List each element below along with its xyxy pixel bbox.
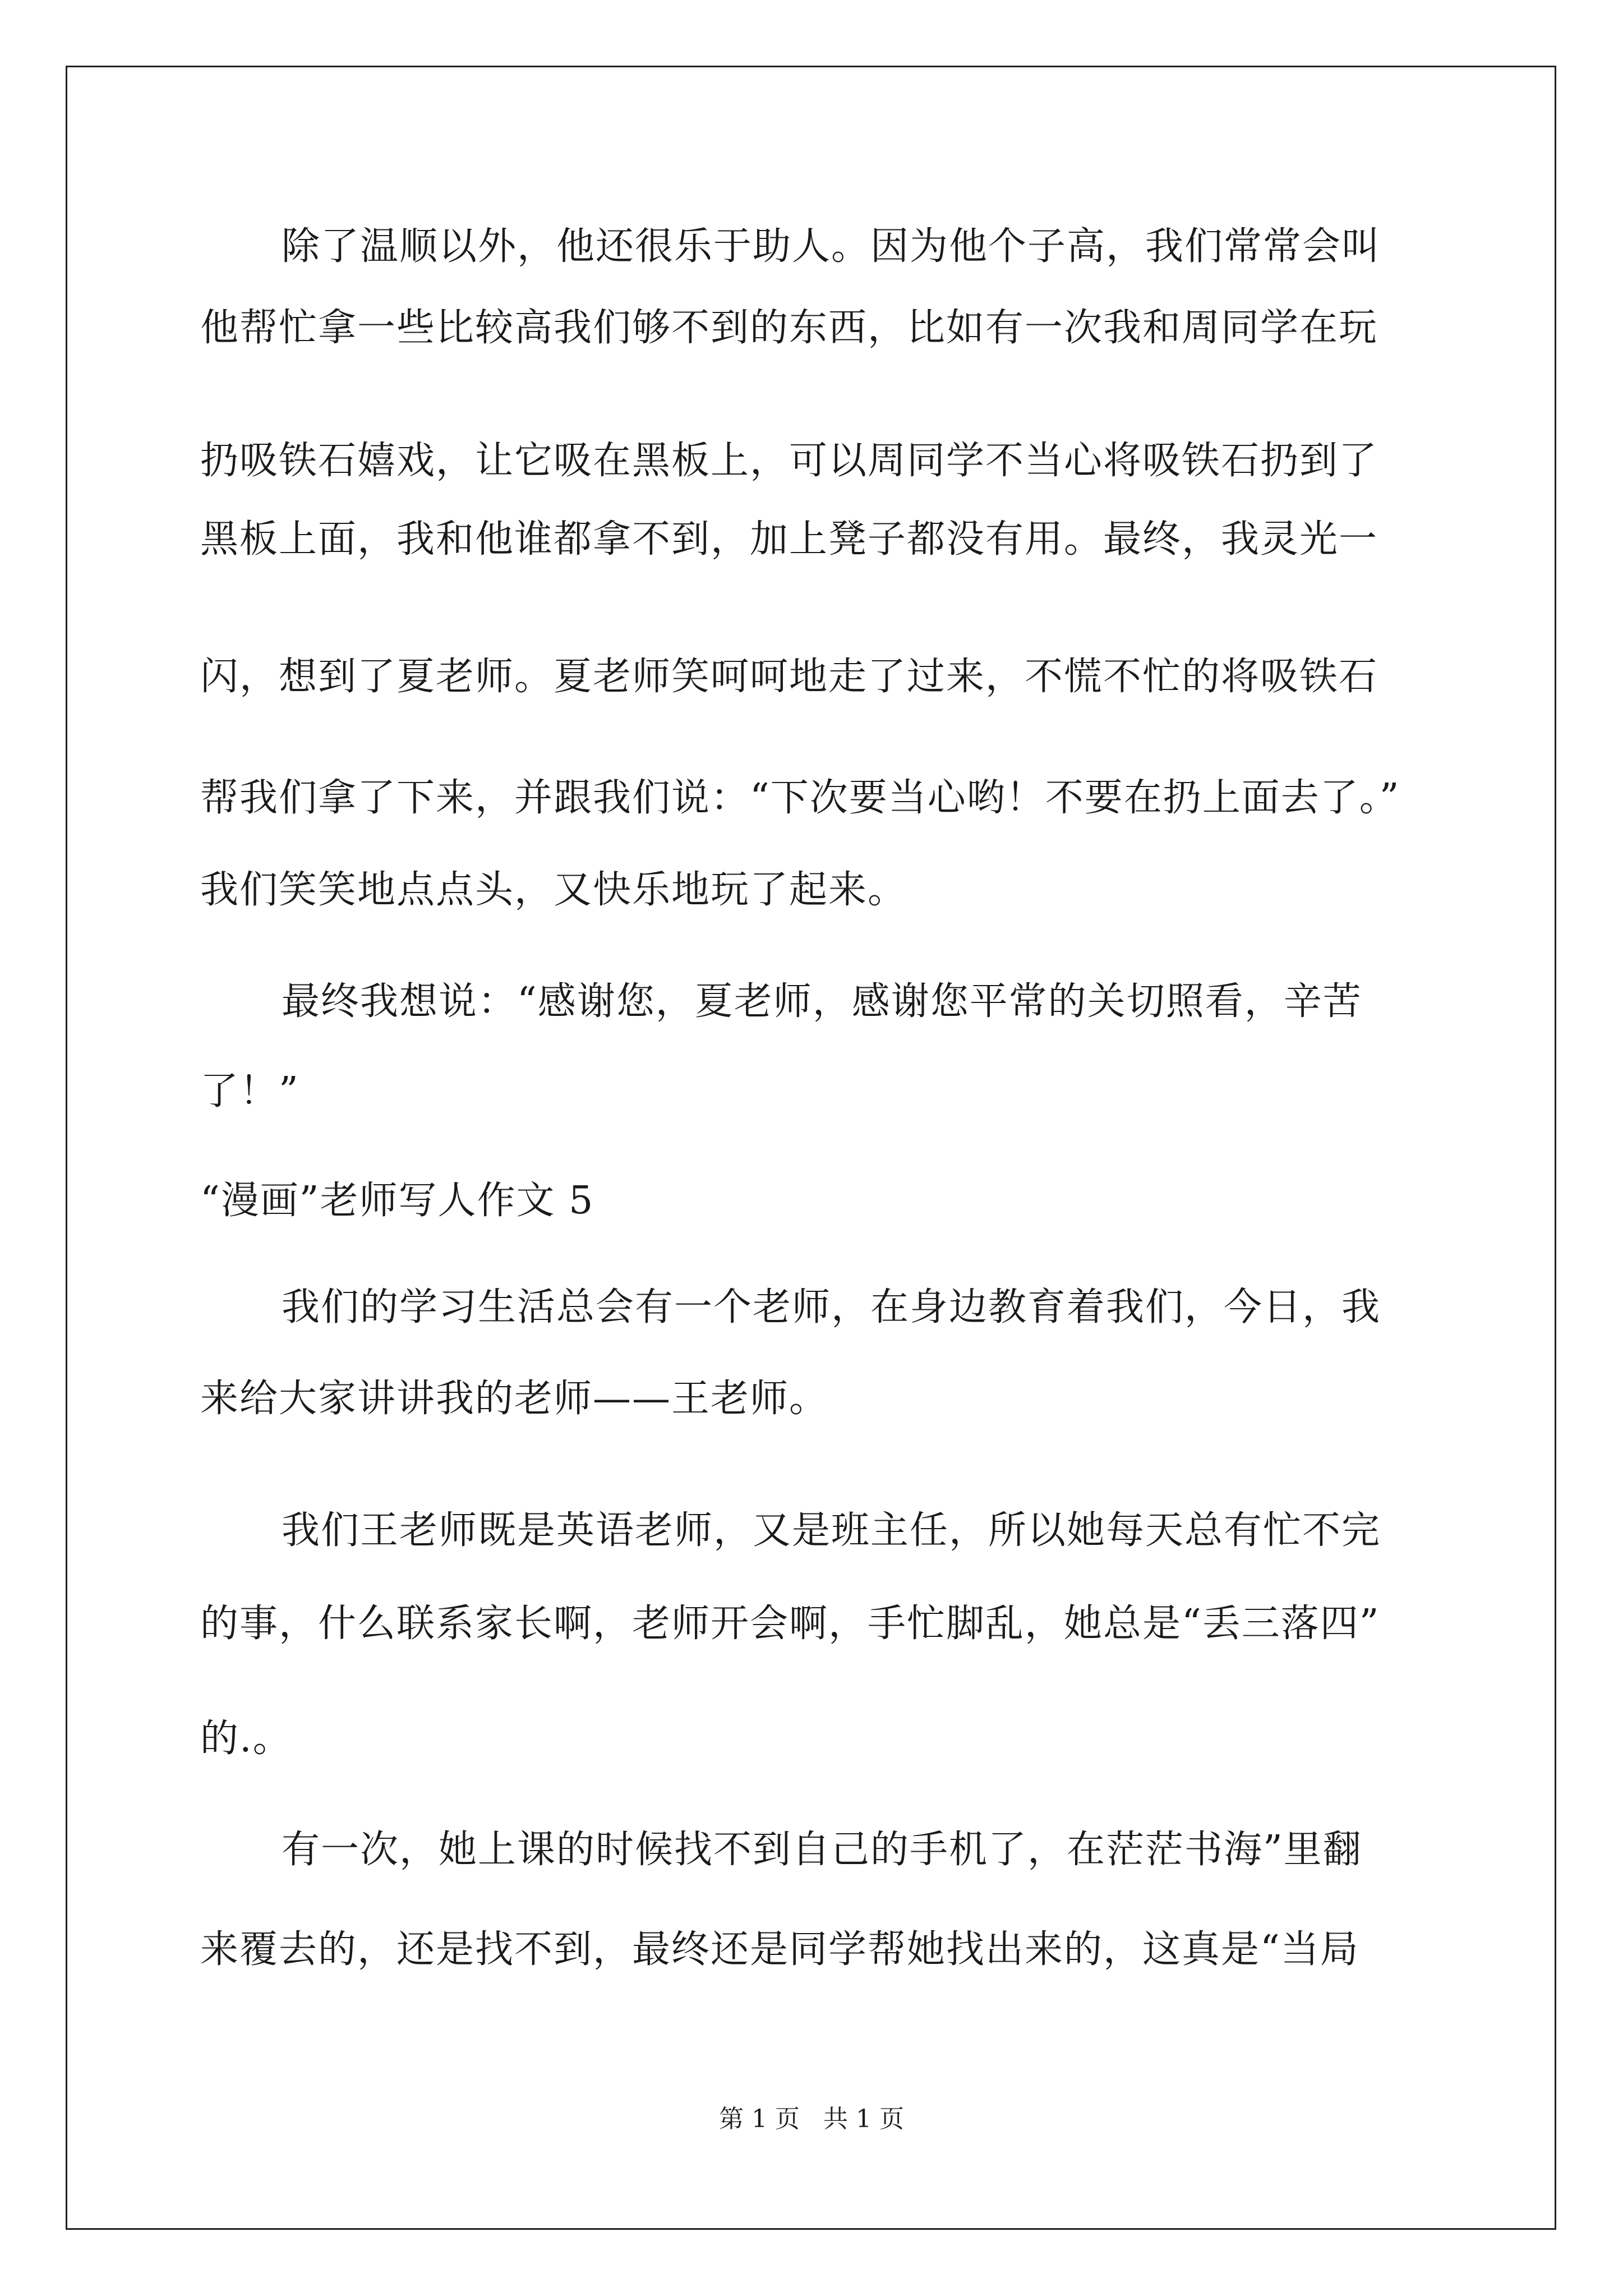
paragraph-line: 了！” xyxy=(200,1069,299,1114)
paragraph-line: 扔吸铁石嬉戏，让它吸在黑板上，可以周同学不当心将吸铁石扔到了 xyxy=(200,439,1378,483)
paragraph-line: 我们的学习生活总会有一个老师，在身边教育着我们，今日，我 xyxy=(282,1285,1381,1329)
paragraph-line: 闪，想到了夏老师。夏老师笑呵呵地走了过来，不慌不忙的将吸铁石 xyxy=(200,655,1378,699)
page-border xyxy=(66,66,1556,2230)
paragraph-line: 除了温顺以外，他还很乐于助人。因为他个子高，我们常常会叫 xyxy=(282,224,1381,269)
paragraph-line: 来覆去的，还是找不到，最终还是同学帮她找出来的，这真是“当局 xyxy=(200,1927,1359,1972)
section-heading: “漫画”老师写人作文 5 xyxy=(200,1179,594,1223)
paragraph-line: 的事，什么联系家长啊，老师开会啊，手忙脚乱，她总是“丢三落四” xyxy=(200,1602,1380,1646)
paragraph-line: 的.。 xyxy=(200,1717,292,1761)
paragraph-line: 我们笑笑地点点头，又快乐地玩了起来。 xyxy=(200,868,907,912)
paragraph-line: 最终我想说：“感谢您，夏老师，感谢您平常的关切照看，辛苦 xyxy=(282,979,1362,1024)
paragraph-line: 黑板上面，我和他谁都拿不到，加上凳子都没有用。最终，我灵光一 xyxy=(200,517,1378,562)
paragraph-line: 帮我们拿了下来，并跟我们说：“下次要当心哟！不要在扔上面去了。” xyxy=(200,776,1400,820)
paragraph-line: 他帮忙拿一些比较高我们够不到的东西，比如有一次我和周同学在玩 xyxy=(200,306,1378,350)
paragraph-line: 有一次，她上课的时候找不到自己的手机了，在茫茫书海”里翻 xyxy=(282,1828,1362,1872)
paragraph-line: 我们王老师既是英语老师，又是班主任，所以她每天总有忙不完 xyxy=(282,1508,1381,1553)
page-footer: 第 1 页 共 1 页 xyxy=(719,2105,904,2133)
paragraph-line: 来给大家讲讲我的老师——王老师。 xyxy=(200,1377,829,1421)
